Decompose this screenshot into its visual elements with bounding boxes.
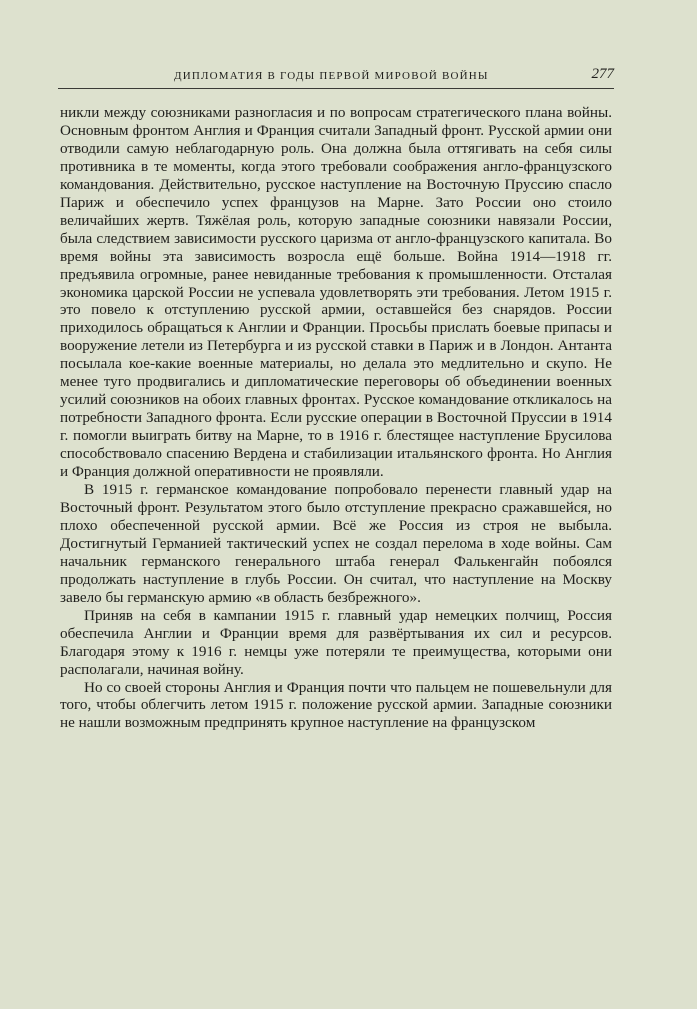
page-header [58,66,614,89]
paragraph: Приняв на себя в кампании 1915 г. главный удар немецких полчищ, Россия обеспечила Англии и Франции время для развёртывания их сил и ресурсов. Благодаря этому к 1916 г. немцы уже потеряли те преимущества, которыми они располагали, начиная войну. [60,606,612,678]
paragraph-continuation: никли между союзниками разногласия и по вопросам стратегического плана войны. Основным фронтом Англия и Франция считали Западный фронт. Русской армии они отводили самую неблагодарную роль. Она должна была оттягивать на себя силы противника в те моменты, когда этого требовали соображения англо-французского командования. Действительно, русское наступление на Восточную Пруссию спасло Париж и обеспечило успех французов на Марне. Зато России оно стоило величайших жертв. Тяжёлая роль, которую западные союзники навязали России, была следствием зависимости русского царизма от англо-французского капитала. Во время войны эта зависимость возросла ещё больше. Война 1914—1918 гг. предъявила огромные, ранее невиданные требования к промышленности. Отсталая экономика царской России не успевала удовлетворять эти требования. Летом 1915 г. это повело к отступлению русской армии, оставшейся без снарядов. России приходилось обращаться к Англии и Франции. Просьбы прислать боевые припасы и вооружение летели из Петербурга и из русской ставки в Париж и в Лондон. Антанта посылала кое-какие военные материалы, но делала это медлительно и скупо. Не менее туго продвигались и дипломатические переговоры об объединении военных усилий союзников на обоих главных фронтах. Русское командование откликалось на потребности Западного фронта. Если русские операции в Восточной Пруссии в 1914 г. помогли выиграть битву на Марне, то в 1916 г. блестящее наступление Брусилова способствовало спасению Вердена и стабилизации итальянского фронта. Но Англия и Франция должной оперативности не проявляли. [60,104,612,481]
paragraph: В 1915 г. германское командование попробовало перенести главный удар на Восточный фронт. Результатом этого было отступление прекрасно сражавшейся, но плохо обеспеченной русской армии. Всё же Россия из строя не выбыла. Достигнутый Германией тактический успех не создал перелома в ходе войны. Сам начальник германского генерального штаба генерал Фалькенгайн побоялся продолжать наступление в глубь России. Он считал, что наступление на Москву завело бы германскую армию «в область безбрежного». [60,481,612,606]
paragraph: Но со своей стороны Англия и Франция почти что пальцем не пошевельнули для того, чтобы облегчить летом 1915 г. положение русской армии. Западные союзники не нашли возможным предпринять крупное наступление на французском [60,678,612,732]
body-text [60,104,612,732]
running-title: ДИПЛОМАТИЯ В ГОДЫ ПЕРВОЙ МИРОВОЙ ВОЙНЫ [174,70,489,82]
page-number: 277 [591,66,614,82]
